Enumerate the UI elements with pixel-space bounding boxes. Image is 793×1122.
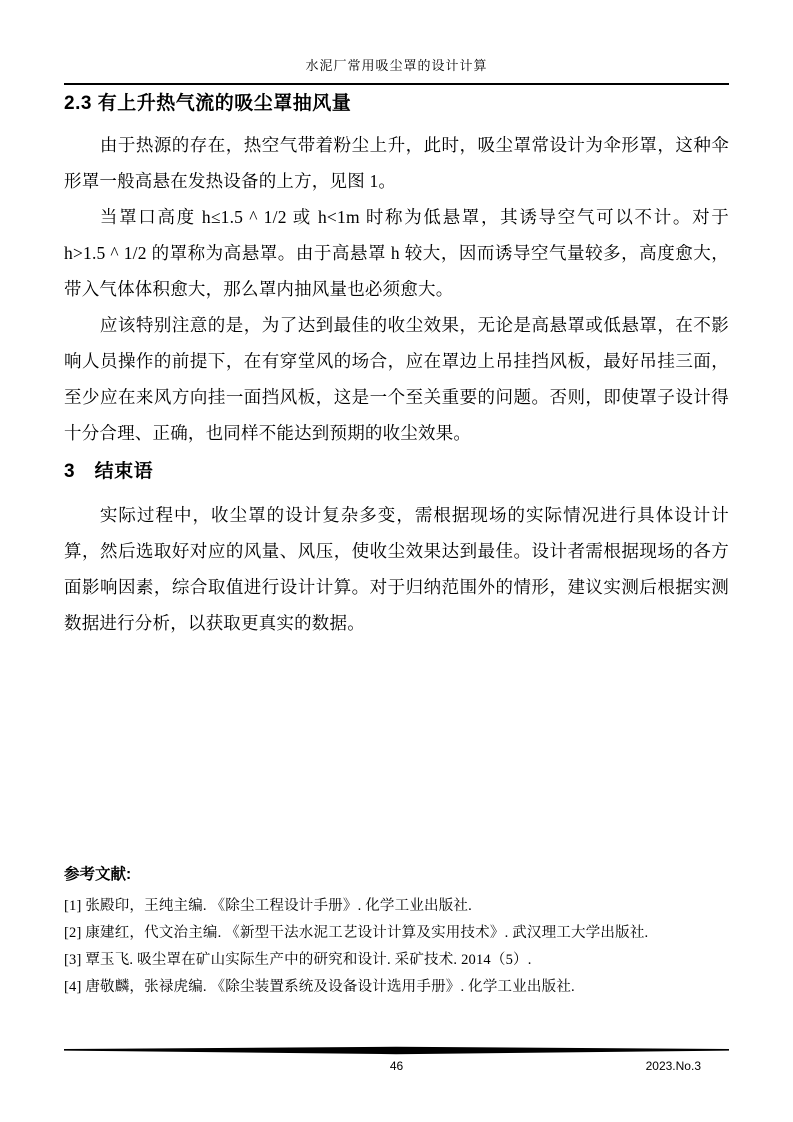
footer-rule bbox=[64, 1046, 729, 1055]
issue-label: 2023.No.3 bbox=[645, 1059, 701, 1073]
section-heading-3: 3 结束语 bbox=[64, 461, 154, 482]
paragraph: 当罩口高度 h≤1.5 ^ 1/2 或 h<1m 时称为低悬罩，其诱导空气可以不计。对于 h>1.5 ^ 1/2 的罩称为高悬罩。由于高悬罩 h 较大，因而诱导空气量较多，高度愈大，带入气体体积愈大，那么罩内抽风量也必须愈大。 bbox=[64, 207, 729, 299]
paragraph: 实际过程中，收尘罩的设计复杂多变，需根据现场的实际情况进行具体设计计算，然后选取好对应的风量、风压，使收尘效果达到最佳。设计者需根据现场的各方面影响因素，综合取值进行设计计算。对于归纳范围外的情形，建议实测后根据实测数据进行分析，以获取更真实的数据。 bbox=[64, 505, 729, 633]
section-heading-2-3: 2.3 有上升热气流的吸尘罩抽风量 bbox=[64, 93, 352, 114]
reference-item: [1] 张殿印，王纯主编. 《除尘工程设计手册》. 化学工业出版社. bbox=[64, 898, 472, 914]
reference-item: [4] 唐敬麟，张禄虎编. 《除尘装置系统及设备设计选用手册》. 化学工业出版社. bbox=[64, 979, 575, 995]
reference-item: [2] 康建红，代文治主编. 《新型干法水泥工艺设计计算及实用技术》. 武汉理工大学出版社. bbox=[64, 925, 649, 941]
page-footer bbox=[64, 1046, 729, 1074]
reference-item: [3] 覃玉飞. 吸尘罩在矿山实际生产中的研究和设计. 采矿技术. 2014（5）. bbox=[64, 952, 532, 968]
header-rule bbox=[64, 83, 729, 85]
references-heading: 参考文献: bbox=[64, 866, 132, 883]
page-number: 46 bbox=[389, 1059, 404, 1073]
references-section bbox=[64, 865, 729, 1001]
running-head-title: 水泥厂常用吸尘罩的设计计算 bbox=[305, 58, 488, 73]
paragraph: 应该特别注意的是，为了达到最佳的收尘效果，无论是高悬罩或低悬罩，在不影响人员操作的前提下，在有穿堂风的场合，应在罩边上吊挂挡风板，最好吊挂三面，至少应在来风方向挂一面挡风板，这是一个至关重要的问题。否则，即使罩子设计得十分合理、正确，也同样不能达到预期的收尘效果。 bbox=[64, 315, 729, 443]
paragraph: 由于热源的存在，热空气带着粉尘上升，此时，吸尘罩常设计为伞形罩，这种伞形罩一般高悬在发热设备的上方，见图 1。 bbox=[64, 135, 729, 191]
footer-row bbox=[64, 1058, 729, 1074]
